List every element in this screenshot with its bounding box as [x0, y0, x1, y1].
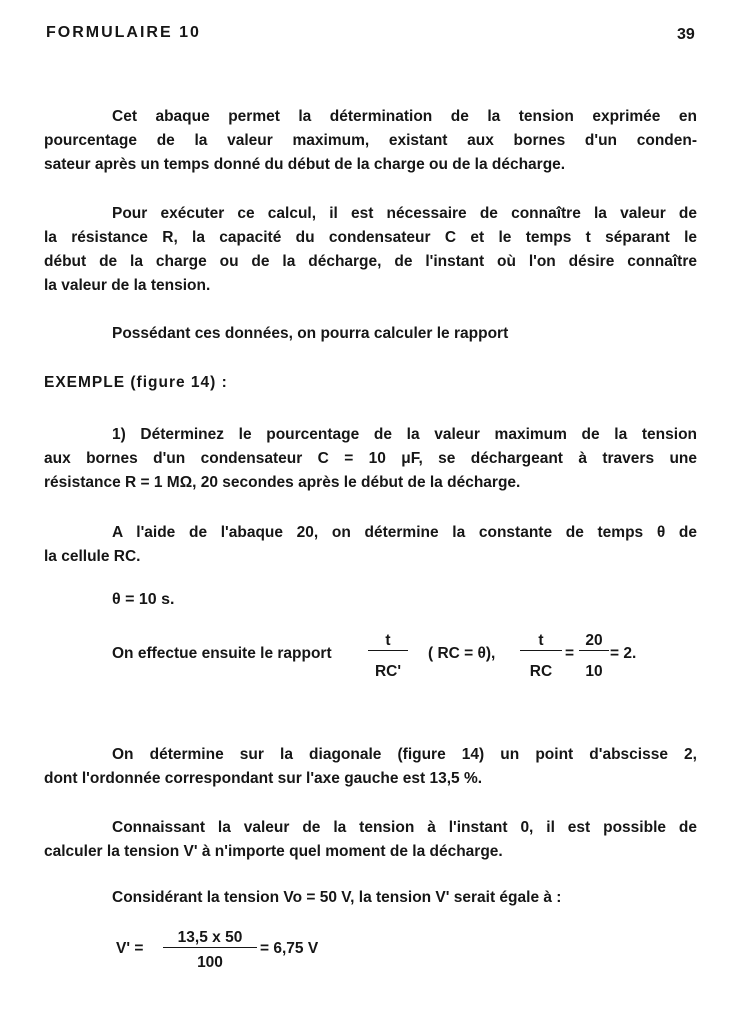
text-line: Pour exécuter ce calcul, il est nécessaire de connaître la valeur de [112, 205, 697, 222]
final-lhs: V' = [116, 940, 144, 957]
text-line: Cet abaque permet la détermination de la tension exprimée en [112, 108, 697, 125]
page-number: 39 [677, 26, 695, 43]
fraction-numerator: 20 [585, 632, 603, 649]
fraction-t-over-rc [520, 632, 562, 681]
text-line: On détermine sur la diagonale (figure 14) un point d'abscisse 2, [112, 746, 697, 763]
text-line: début de la charge ou de la décharge, de l'instant où l'on désire connaître [44, 253, 697, 270]
text-line: Connaissant la valeur de la tension à l'instant 0, il est possible de [112, 819, 697, 836]
ratio-equals: = [565, 645, 575, 662]
paragraph-vo-consideration: Considérant la tension Vo = 50 V, la tension V' serait égale à : [112, 889, 562, 906]
fraction-bar [368, 650, 408, 651]
fraction-denominator: 10 [585, 663, 603, 680]
text-line: résistance R = 1 MΩ, 20 secondes après le début de la décharge. [44, 474, 521, 491]
text-line: la valeur de la tension. [44, 277, 211, 294]
page-header-title: FORMULAIRE 10 [46, 24, 201, 41]
fraction-20-over-10 [579, 632, 609, 681]
final-rhs: = 6,75 V [260, 940, 319, 957]
fraction-bar [163, 947, 257, 948]
example-heading: EXEMPLE (figure 14) : [44, 374, 228, 391]
ratio-middle-text: ( RC = θ), [428, 645, 496, 662]
text-line: 1) Déterminez le pourcentage de la valeur maximum de la tension [112, 426, 697, 443]
text-line: A l'aide de l'abaque 20, on détermine la constante de temps θ de [112, 524, 697, 541]
text-line: sateur après un temps donné du début de la charge ou de la décharge. [44, 156, 566, 173]
text-line: aux bornes d'un condensateur C = 10 μF, se déchargeant à travers une [44, 450, 697, 467]
fraction-denominator: 100 [197, 954, 223, 971]
fraction-numerator: t [538, 632, 544, 649]
theta-value: θ = 10 s. [112, 591, 175, 608]
fraction-denominator: RC' [374, 663, 402, 680]
fraction-bar [579, 650, 609, 651]
ratio-result: = 2. [610, 645, 637, 662]
fraction-numerator: 13,5 x 50 [177, 929, 243, 946]
ratio-lead-text: On effectue ensuite le rapport [112, 645, 332, 662]
text-line: calculer la tension V' à n'importe quel moment de la décharge. [44, 843, 503, 860]
text-line: la résistance R, la capacité du condensateur C et le temps t séparant le [44, 229, 697, 246]
fraction-13-5-x-50-over-100 [163, 929, 257, 972]
fraction-bar [520, 650, 562, 651]
fraction-t-over-rc-prime [368, 632, 408, 681]
text-line: pourcentage de la valeur maximum, existant aux bornes d'un conden- [44, 132, 697, 149]
paragraph-ratio-intro: Possédant ces données, on pourra calculer le rapport [112, 325, 509, 342]
fraction-denominator: RC [529, 663, 553, 680]
fraction-numerator: t [385, 632, 391, 649]
text-line: la cellule RC. [44, 548, 141, 565]
text-line: dont l'ordonnée correspondant sur l'axe gauche est 13,5 %. [44, 770, 483, 787]
